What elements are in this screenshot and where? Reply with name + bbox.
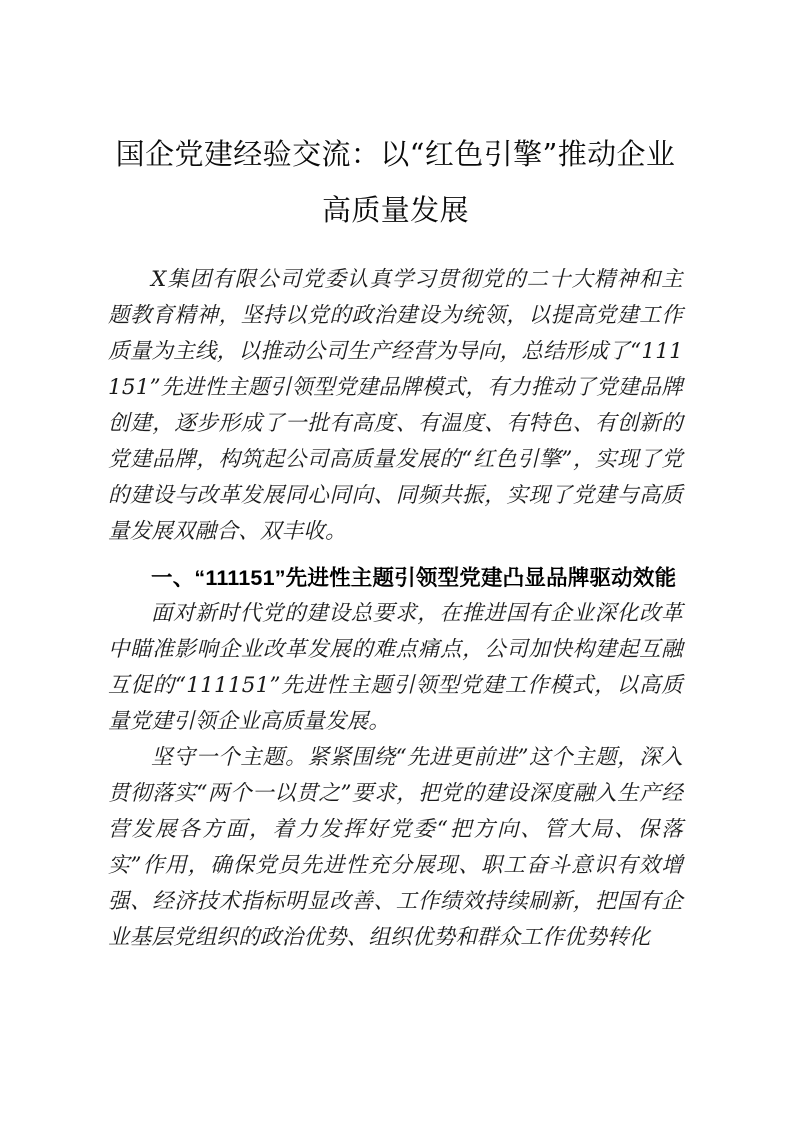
body-paragraph-1: X集团有限公司党委认真学习贯彻党的二十大精神和主题教育精神，坚持以党的政治建设为统领，以提高党建工作质量为主线，以推动公司生产经营为导向，总结形成了“111151”先进性主题引领型党建品牌模式，有力推动了党建品牌创建，逐步形成了一批有高度、有温度、有特色、有创新的党建品牌，构筑起公司高质量发展的“红色引擎”，实现了党的建设与改革发展同心同向、同频共振，实现了党建与高质量发展双融合、双丰收。 [108,267,683,544]
paragraph-3-body: 紧紧围绕“先进更前进”这个主题，深入贯彻落实“两个一以贯之”要求，把党的建设深度融入生产经营发展各方面，着力发挥好党委“把方向、管大局、保落实”作用，确保党员先进性充分展现、职工奋斗意识有效增强、经济技术指标明显改善、工作绩效持续刷新，把国有企业基层党组织的政治优势、组织优势和群众工作优势转化 [108,745,683,950]
body-paragraph-3 [108,740,683,956]
page-title-line-1: 国企党建经验交流：以“红色引擎”推动企业 [115,137,676,171]
section-heading-1: 一、“111151”先进性主题引领型党建凸显品牌驱动效能 [151,566,677,590]
body-paragraph-2: 面对新时代党的建设总要求，在推进国有企业深化改革中瞄准影响企业改革发展的难点痛点，公司加快构建起互融互促的“111151”先进性主题引领型党建工作模式，以高质量党建引领企业高质量发展。 [108,601,683,734]
page-title-line-2: 高质量发展 [321,193,469,227]
paragraph-3-lead-in: 坚守一个主题。 [151,745,308,770]
page-title [108,0,683,238]
page-content-column [108,0,683,956]
